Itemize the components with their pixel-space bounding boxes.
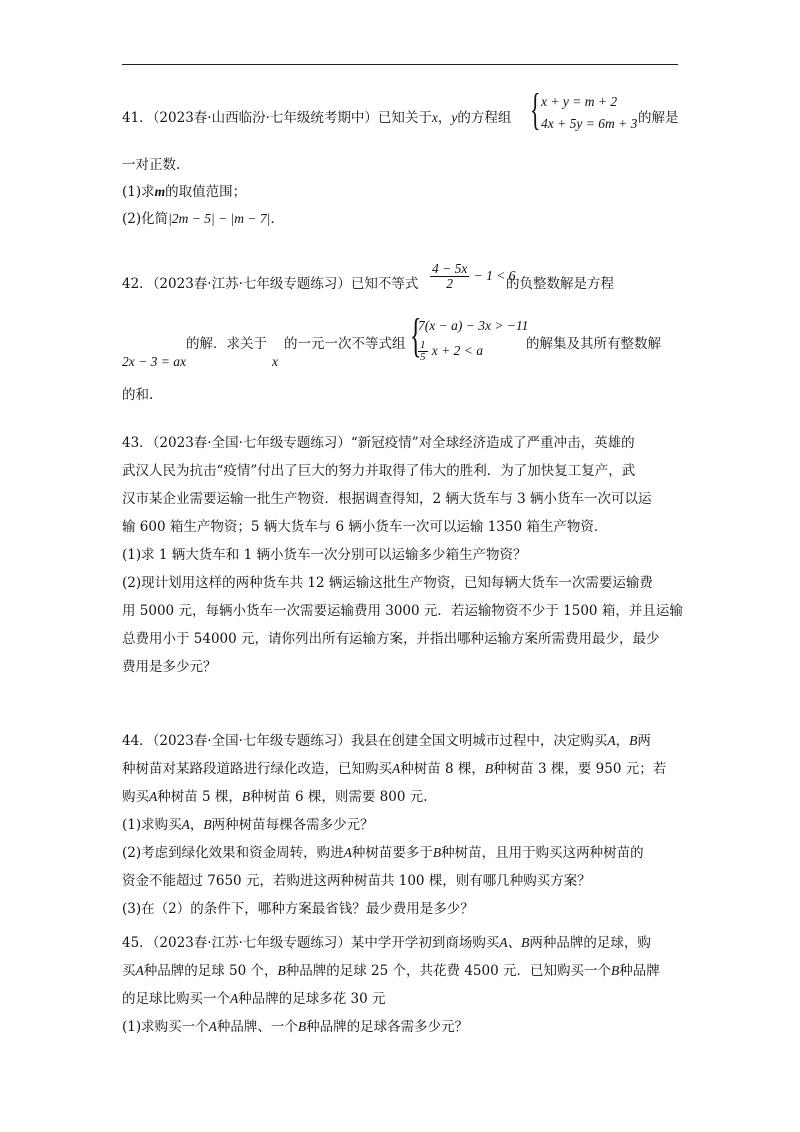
q44-line: 资金不能超过 7650 元，若购进这两种树苗共 100 棵，则有哪几种购买方案？ bbox=[122, 873, 591, 889]
q43-line: 费用是多少元？ bbox=[122, 659, 217, 675]
q41-system-brace: { bbox=[530, 85, 541, 134]
q42-inequality-2: $\frac{1}{5}$ x + 2 < a bbox=[420, 339, 484, 363]
q45-part-1: (1)求购买一个A种品牌、一个B种品牌的足球各需多少元？ bbox=[122, 1019, 469, 1035]
q41-equation-1: x + y = m + 2 bbox=[541, 94, 618, 109]
q43-line: 43．（2023春·全国·七年级专题练习）“新冠疫情”对全球经济造成了严重冲击，英雄的 bbox=[122, 435, 635, 451]
q43-line: 输 600 箱生产物资；5 辆大货车与 6 辆小货车一次可以运输 1350 箱生产物资． bbox=[122, 519, 608, 535]
q42-line-last: 的和. bbox=[122, 387, 154, 403]
q45-line: 买A种品牌的足球 50 个，B种品牌的足球 25 个，共花费 4500 元．已知购买一个B种品牌 bbox=[122, 963, 660, 979]
q42-fraction-inequality: $\frac{4 - 5x}{2}$ − 1 < 6 bbox=[432, 261, 516, 291]
question-45 bbox=[122, 929, 682, 1041]
q45-line: 的足球比购买一个A种品牌的足球多花 30 元 bbox=[122, 991, 386, 1007]
q42-source: （2023春·江苏·七年级专题练习） bbox=[152, 276, 351, 292]
q45-line: 45．（2023春·江苏·七年级专题练习）某中学开学初到商场购买A、B两种品牌的足球，购 bbox=[122, 935, 651, 951]
question-43 bbox=[122, 429, 682, 681]
q41-line-1: 41．（2023春·山西临汾·七年级统考期中）已知关于x，y的方程组 bbox=[122, 110, 512, 126]
q44-part-2: (2)考虑到绿化效果和资金周转，购进A种树苗要多于B种树苗，且用于购买这两种树苗的 bbox=[122, 845, 644, 861]
q42-line-1: 42．（2023春·江苏·七年级专题练习）已知不等式 bbox=[122, 276, 419, 292]
q44-part-1: (1)求购买A，B两种树苗每棵各需多少元？ bbox=[122, 817, 374, 833]
q42-number: 42． bbox=[122, 276, 153, 292]
q44-line: 种树苗对某路段道路进行绿化改造，已知购买A种树苗 8 棵，B种树苗 3 棵，要 950 元；若 bbox=[122, 761, 667, 777]
q42-system-brace: { bbox=[410, 309, 422, 362]
q43-part-2: (2)现计划用这样的两种货车共 12 辆运输这批生产物资，已知每辆大货车一次需要运输费 bbox=[122, 575, 653, 591]
q43-line: 用 5000 元，每辆小货车一次需要运输费用 3000 元．若运输物资不少于 1500 箱，并且运输 bbox=[122, 603, 683, 619]
q43-part-1: (1)求 1 辆大货车和 1 辆小货车一次分别可以运输多少箱生产物资？ bbox=[122, 547, 527, 563]
question-44 bbox=[122, 727, 682, 923]
header-rule bbox=[122, 64, 678, 65]
q42-inequality-1: 7(x − a) − 3x > −11 bbox=[418, 318, 529, 333]
q41-equation-2: 4x + 5y = 6m + 3 bbox=[541, 116, 638, 131]
q41-part-2: (2)化简|2m − 5| − |m − 7|. bbox=[122, 211, 275, 227]
q44-part-3: (3)在（2）的条件下，哪种方案最省钱？最少费用是多少？ bbox=[122, 901, 474, 917]
q41-abs-expression: |2m − 5| − |m − 7| bbox=[168, 211, 271, 226]
q43-line: 武汉人民为抗击“疫情”付出了巨大的努力并取得了伟大的胜利．为了加快复工复产，武 bbox=[122, 463, 636, 479]
q43-line: 总费用小于 54000 元，请你列出所有运输方案，并指出哪种运输方案所需费用最少，最少 bbox=[122, 631, 660, 647]
q41-line-2: 一对正数. bbox=[122, 157, 181, 173]
q44-line: 购买A种树苗 5 棵，B种树苗 6 棵，则需要 800 元. bbox=[122, 789, 428, 805]
q43-line: 汉市某企业需要运输一批生产物资．根据调查得知，2 辆大货车与 3 辆小货车一次可以运 bbox=[122, 491, 652, 507]
q41-part-1: (1)求m的取值范围； bbox=[122, 184, 247, 200]
q42-equation: 2x − 3 = ax bbox=[122, 354, 186, 369]
q44-line: 44．（2023春·全国·七年级专题练习）我县在创建全国文明城市过程中，决定购买A，B两 bbox=[122, 733, 651, 749]
q41-number: 41． bbox=[122, 110, 153, 126]
q41-source: （2023春·山西临汾·七年级统考期中） bbox=[152, 110, 378, 126]
